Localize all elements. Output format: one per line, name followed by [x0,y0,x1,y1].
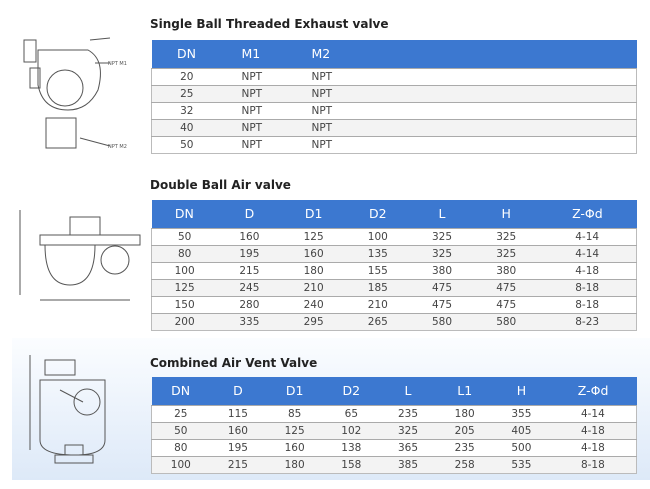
table-cell: 4-14 [538,228,636,245]
column-header: DN [152,377,210,405]
table-cell: 4-18 [538,262,636,279]
table-header-row [152,377,637,405]
table-cell: 4-18 [550,439,637,456]
column-header: L [380,377,437,405]
column-header: L1 [436,377,493,405]
table-cell: 115 [210,405,267,422]
double-ball-valve-drawing [10,205,145,315]
table-cell: 102 [323,422,380,439]
table-cell: 200 [152,313,218,330]
column-header: H [474,200,538,228]
single-ball-spec-table [151,40,637,154]
table-cell: 500 [493,439,550,456]
table-cell: 180 [266,456,323,473]
table-row [152,422,637,439]
table-row [152,262,637,279]
column-header: DN [152,200,218,228]
table-cell: 325 [380,422,437,439]
table-cell: 8-18 [550,456,637,473]
table-cell: 245 [217,279,281,296]
table-row [152,245,637,262]
table-cell: NPT [292,102,637,119]
table-cell: 100 [346,228,410,245]
table-row [152,119,637,136]
table-header-row [152,40,637,68]
table-cell: 265 [346,313,410,330]
table-cell: 65 [323,405,380,422]
table-cell: 125 [152,279,218,296]
table-cell: 180 [282,262,346,279]
table-cell: 325 [410,228,474,245]
table-row [152,313,637,330]
table-cell: 160 [210,422,267,439]
table-row [152,296,637,313]
table-cell: 160 [266,439,323,456]
section-title-combined-vent: Combined Air Vent Valve [150,356,318,370]
table-cell: 40 [152,119,222,136]
table-cell: 385 [380,456,437,473]
table-cell: 125 [282,228,346,245]
table-cell: 8-23 [538,313,636,330]
npt-m1-label: NPT M1 [108,61,127,67]
table-cell: 295 [282,313,346,330]
table-row [152,439,637,456]
table-cell: 155 [346,262,410,279]
table-cell: 235 [436,439,493,456]
table-cell: 25 [152,405,210,422]
column-header: D2 [346,200,410,228]
section-title-double-ball: Double Ball Air valve [150,178,291,192]
table-cell: 215 [210,456,267,473]
table-cell: 210 [282,279,346,296]
table-cell: 475 [474,296,538,313]
table-cell: 580 [410,313,474,330]
table-cell: 158 [323,456,380,473]
npt-m2-label: NPT M2 [108,144,127,150]
table-cell: 475 [410,279,474,296]
table-cell: NPT [222,136,292,153]
table-cell: NPT [292,85,637,102]
table-cell: 50 [152,136,222,153]
double-ball-spec-table [151,200,637,331]
table-row [152,279,637,296]
section-title-single-ball: Single Ball Threaded Exhaust valve [150,17,389,31]
table-cell: 380 [474,262,538,279]
table-cell: 195 [217,245,281,262]
table-cell: 100 [152,262,218,279]
table-cell: 100 [152,456,210,473]
table-cell: NPT [292,68,637,85]
table-cell: 195 [210,439,267,456]
table-cell: 355 [493,405,550,422]
table-cell: 475 [474,279,538,296]
column-header: L [410,200,474,228]
table-cell: 580 [474,313,538,330]
combined-vent-spec-table [151,377,637,474]
column-header: Z-Φd [538,200,636,228]
table-cell: NPT [292,136,637,153]
table-cell: 150 [152,296,218,313]
table-cell: NPT [222,85,292,102]
table-cell: 80 [152,245,218,262]
column-header: M2 [292,40,637,68]
table-cell: 125 [266,422,323,439]
table-cell: 4-14 [550,405,637,422]
table-cell: NPT [222,119,292,136]
table-cell: 205 [436,422,493,439]
column-header: D [217,200,281,228]
table-cell: 210 [346,296,410,313]
table-cell: 405 [493,422,550,439]
table-row [152,68,637,85]
table-cell: 535 [493,456,550,473]
table-cell: 325 [474,228,538,245]
table-cell: 160 [282,245,346,262]
table-cell: 185 [346,279,410,296]
table-cell: 25 [152,85,222,102]
table-row [152,456,637,473]
column-header: M1 [222,40,292,68]
table-row [152,102,637,119]
table-row [152,405,637,422]
table-cell: 8-18 [538,296,636,313]
table-cell: 80 [152,439,210,456]
column-header: Z-Φd [550,377,637,405]
table-cell: 215 [217,262,281,279]
table-row [152,136,637,153]
table-cell: 50 [152,422,210,439]
table-cell: 32 [152,102,222,119]
table-cell: 180 [436,405,493,422]
column-header: H [493,377,550,405]
table-cell: 160 [217,228,281,245]
table-row [152,228,637,245]
table-cell: 240 [282,296,346,313]
table-cell: 85 [266,405,323,422]
table-cell: 4-18 [550,422,637,439]
table-cell: 4-14 [538,245,636,262]
table-cell: 325 [474,245,538,262]
table-cell: NPT [222,102,292,119]
table-cell: 135 [346,245,410,262]
table-header-row [152,200,637,228]
table-row [152,85,637,102]
table-cell: 8-18 [538,279,636,296]
column-header: D1 [266,377,323,405]
column-header: DN [152,40,222,68]
table-cell: 138 [323,439,380,456]
single-ball-valve-drawing [10,28,145,168]
table-cell: 20 [152,68,222,85]
table-cell: 335 [217,313,281,330]
table-cell: 50 [152,228,218,245]
table-cell: 258 [436,456,493,473]
table-cell: NPT [222,68,292,85]
table-cell: NPT [292,119,637,136]
table-cell: 280 [217,296,281,313]
combined-air-vent-drawing [25,350,125,475]
column-header: D2 [323,377,380,405]
table-cell: 380 [410,262,474,279]
column-header: D1 [282,200,346,228]
table-cell: 475 [410,296,474,313]
column-header: D [210,377,267,405]
table-cell: 235 [380,405,437,422]
table-cell: 365 [380,439,437,456]
table-cell: 325 [410,245,474,262]
